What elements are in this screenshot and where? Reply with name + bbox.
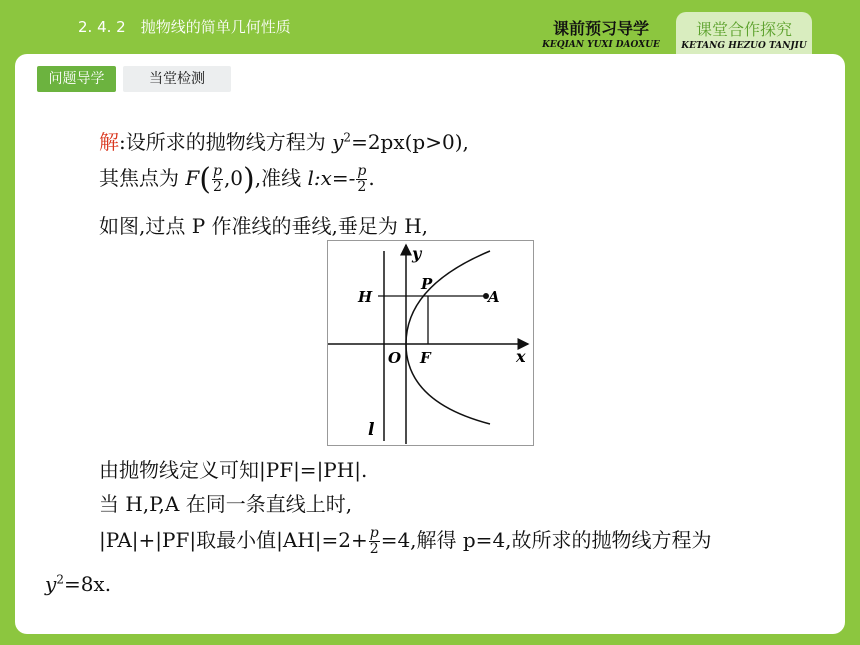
content-panel bbox=[15, 54, 845, 634]
section-title: 2. 4. 2 抛物线的简单几何性质 bbox=[78, 18, 291, 36]
check-button[interactable]: 当堂检测 bbox=[123, 66, 231, 92]
P-label: P bbox=[421, 275, 433, 293]
H-label: H bbox=[358, 288, 373, 306]
x-label: x bbox=[516, 347, 526, 366]
solution-line-5: 当 H,P,A 在同一条直线上时, bbox=[99, 492, 353, 516]
fraction: $\frac{p}{2}$ bbox=[369, 525, 379, 557]
solution-line-4: 由抛物线定义可知|PF|=|PH|. bbox=[99, 458, 368, 482]
F-label: F bbox=[420, 349, 431, 367]
tab-explore-pinyin: KETANG HEZUO TANJIU bbox=[681, 41, 807, 51]
solution-line-2: 其焦点为 F( $\frac{p}{2}$ ,0),准线 l:x=- $\frac{p}{2}$ . bbox=[99, 162, 375, 197]
parabola-figure bbox=[327, 240, 534, 446]
tab-explore[interactable] bbox=[676, 12, 812, 54]
solution-line-7: $y^2=8x$. bbox=[45, 572, 112, 596]
fraction: $\frac{p}{2}$ bbox=[357, 163, 367, 195]
top-bar bbox=[0, 0, 860, 56]
solution-line-6: |PA|+|PF|取最小值|AH|=2+ $\frac{p}{2}$ =4,解得 p=4,故所求的抛物线方程为 bbox=[99, 525, 712, 557]
parabola-curve bbox=[406, 251, 490, 424]
l-label: l bbox=[368, 420, 375, 440]
tab-preview[interactable] bbox=[531, 8, 671, 54]
A-label: A bbox=[488, 288, 500, 306]
fraction: $\frac{p}{2}$ bbox=[212, 163, 222, 195]
solution-line-1: 解:设所求的抛物线方程为 $y^2=2px(p>0)$, bbox=[99, 130, 469, 154]
solution-line-3: 如图,过点 P 作准线的垂线,垂足为 H, bbox=[99, 214, 429, 238]
parabola-diagram bbox=[328, 241, 533, 445]
tab-preview-label: 课前预习导学 bbox=[552, 19, 649, 38]
solution-label: 解 bbox=[99, 130, 119, 154]
guide-button[interactable]: 问题导学 bbox=[37, 66, 116, 92]
tab-explore-label: 课堂合作探究 bbox=[695, 20, 792, 39]
y-label: y bbox=[412, 244, 422, 263]
tab-preview-pinyin: KEQIAN YUXI DAOXUE bbox=[542, 40, 660, 50]
O-label: O bbox=[388, 349, 402, 367]
